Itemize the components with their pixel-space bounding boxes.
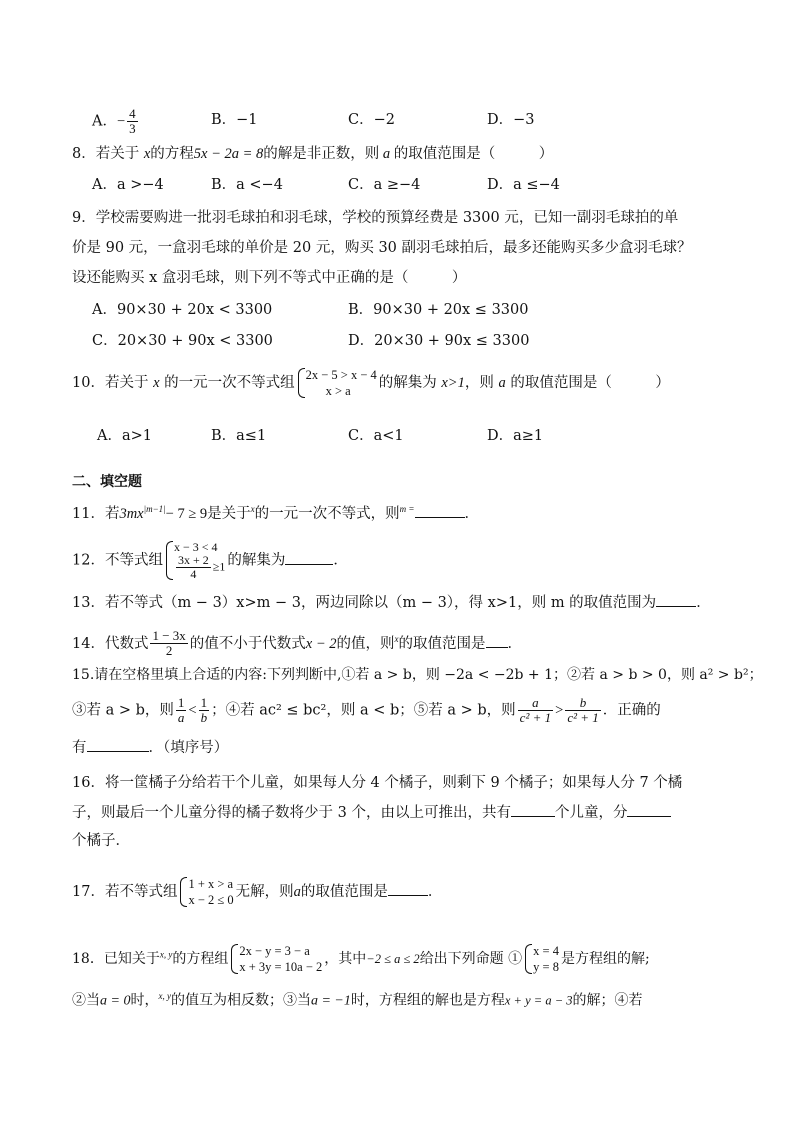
q10-option-b: B．a≤1 — [211, 428, 267, 444]
system-row: y = 8 — [533, 960, 559, 974]
q18-condition: x + y = a − 3 — [504, 993, 573, 1008]
question-9-line-3: 设还能购买 x 盒羽毛球，则下列不等式中正确的是（ ） — [72, 270, 467, 286]
q11-text: 是关于 — [207, 505, 251, 522]
system-row-ge: ≥1 — [212, 559, 226, 574]
q18-condition: a = −1 — [310, 993, 351, 1009]
answer-blank[interactable] — [627, 802, 671, 817]
q11-expression: 3mx — [119, 505, 144, 522]
q18-text: 是方程组的解; — [560, 951, 650, 967]
answer-blank[interactable] — [87, 737, 149, 752]
q14-text: 14．代数式 — [72, 635, 149, 652]
q18-text: 的方程组 — [172, 951, 229, 967]
question-18-line-1 — [72, 943, 650, 975]
question-10 — [72, 367, 670, 399]
minus-sign: − — [116, 113, 126, 130]
solution-system — [524, 943, 559, 975]
q15-text: ③若 a > b，则 — [72, 702, 174, 719]
q18-range: −2 ≤ a ≤ 2 — [366, 952, 420, 966]
q18-text: 时， — [130, 992, 159, 1009]
question-17 — [72, 876, 442, 908]
q17-text: ． — [427, 884, 443, 900]
var-x: x — [153, 375, 160, 391]
system-row: 1 + x > a — [188, 877, 234, 891]
q11-variable: m = — [399, 504, 415, 514]
q11-exponent: |m−1| — [143, 504, 166, 514]
question-18-line-2 — [72, 986, 643, 1012]
q10-text: ，则 — [464, 375, 494, 391]
fraction — [199, 696, 210, 725]
q14-text: ． — [507, 635, 523, 652]
question-12 — [72, 540, 348, 581]
denominator: c² + 1 — [567, 710, 599, 725]
denominator: a — [177, 710, 185, 725]
question-15-line-1: 15.请在空格里填上合适的内容:下列判断中,①若 a > b，则 −2a < −2b + 1；②若 a > b > 0，则 a² > b²； — [72, 667, 763, 683]
numerator: 4 — [129, 106, 136, 121]
inequality-system — [179, 876, 233, 908]
inequality-system — [165, 540, 225, 581]
question-16-line-2 — [72, 802, 671, 823]
q13-text: ． — [696, 595, 711, 611]
answer-blank[interactable] — [511, 802, 555, 817]
system-row: x − 2 ≤ 0 — [188, 893, 234, 907]
denominator: 4 — [190, 567, 197, 581]
q7-option-d: D．−3 — [487, 112, 535, 128]
q17-text: 无解，则 — [235, 884, 294, 900]
question-8 — [72, 144, 553, 164]
answer-blank[interactable] — [388, 881, 428, 896]
fraction — [565, 696, 600, 725]
q14-text: 的取值范围是 — [398, 635, 486, 652]
q9-option-a: A．90×30 + 20x < 3300 — [92, 302, 273, 318]
q16-text: 个儿童，分 — [554, 805, 628, 821]
q12-text: 的解集为 — [227, 552, 286, 569]
q17-text: 17．若不等式组 — [72, 884, 178, 900]
q12-text: 12．不等式组 — [72, 552, 163, 569]
system-row: x + 3y = 10a − 2 — [239, 960, 323, 974]
system-row: x > a — [325, 384, 351, 398]
system-row: x = 4 — [533, 944, 559, 958]
denominator: 3 — [129, 121, 136, 136]
numerator: 1 — [200, 695, 208, 710]
q10-text: 的取值范围是（ ） — [510, 375, 670, 391]
q11-variable: x — [250, 504, 255, 514]
q18-condition: a = 0 — [100, 993, 131, 1009]
q14-text: 的值不小于代数式 — [189, 635, 306, 652]
q10-option-c: C．a<1 — [348, 428, 404, 444]
question-15-line-3 — [72, 737, 228, 758]
q10-text: 的一元一次不等式组 — [164, 375, 295, 391]
option-label: A． — [92, 113, 117, 130]
denominator: b — [200, 710, 208, 725]
question-14 — [72, 629, 522, 658]
q18-variables: x, y — [158, 991, 171, 1001]
q9-option-b: B．90×30 + 20x ≤ 3300 — [348, 302, 529, 318]
fraction — [127, 107, 138, 136]
system-row — [174, 554, 225, 581]
fraction — [176, 554, 211, 581]
q17-text: 的取值范围是 — [300, 884, 388, 900]
denominator: 2 — [165, 643, 173, 659]
q11-text: 11．若 — [72, 505, 120, 522]
q8-text: 的方程 — [150, 146, 194, 162]
q18-text: 的值互为相反数；③当 — [170, 992, 311, 1009]
fraction — [176, 696, 187, 725]
q14-variable: x — [394, 634, 399, 644]
q11-text: ． — [464, 505, 479, 522]
q10-option-a: A．a>1 — [97, 428, 152, 444]
denominator: c² + 1 — [519, 710, 552, 725]
numerator: 1 — [177, 695, 185, 710]
q8-option-c: C．a ≥−4 — [348, 177, 421, 193]
var-a: a — [293, 884, 301, 900]
q12-text: ． — [333, 552, 348, 569]
q10-text: 的解集为 — [378, 375, 437, 391]
q11-expression: − 7 ≥ 9 — [165, 505, 208, 522]
fraction — [518, 696, 553, 725]
answer-blank[interactable] — [285, 550, 333, 565]
q18-text: 给出下列命题 ① — [419, 951, 523, 967]
system-row: x − 3 < 4 — [173, 540, 218, 554]
q13-text: 13．若不等式（m − 3）x>m − 3，两边同除以（m − 3），得 x>1，则 m 的取值范围为 — [72, 595, 657, 611]
q16-text: 子，则最后一个儿童分得的橘子数将少于 3 个，由以上可推出，共有 — [72, 805, 511, 821]
inequality-system — [297, 367, 377, 399]
question-15-line-2 — [72, 696, 661, 725]
answer-blank[interactable] — [415, 503, 465, 518]
q15-text: 有 — [72, 740, 87, 756]
q10-option-d: D．a≥1 — [487, 428, 544, 444]
q9-option-d: D．20×30 + 90x ≤ 3300 — [348, 333, 530, 349]
question-16-line-3: 个橘子． — [72, 833, 130, 849]
q8-option-d: D．a ≤−4 — [487, 177, 560, 193]
var-a: a — [498, 375, 506, 391]
question-11 — [72, 499, 479, 524]
numerator: a — [518, 696, 553, 711]
question-9-line-2: 价是 90 元，一盒羽毛球的单价是 20 元，购买 30 副羽毛球拍后，最多还能购买多少盒羽毛球？ — [72, 240, 692, 256]
q18-text: ，其中 — [324, 951, 367, 967]
greater-than: > — [555, 702, 564, 719]
q7-option-b: B．−1 — [211, 112, 258, 128]
q14-expression: x − 2 — [305, 635, 337, 652]
q18-text: 18．已知关于 — [72, 951, 160, 967]
q9-option-c: C．20×30 + 90x < 3300 — [92, 333, 273, 349]
section-heading: 二、填空题 — [72, 474, 142, 490]
q18-variables: x, y — [159, 949, 173, 960]
q8-text: 8．若关于 — [72, 146, 140, 162]
q15-text: ．正确的 — [602, 702, 661, 719]
question-13 — [72, 592, 711, 613]
answer-blank[interactable] — [486, 633, 508, 648]
q8-text: 的解是非正数，则 — [263, 146, 380, 162]
q8-text: 的取值范围是（ ） — [393, 146, 554, 162]
solution-set: x>1 — [441, 375, 465, 391]
q8-option-b: B．a <−4 — [211, 177, 283, 193]
numerator: 1 − 3x — [152, 628, 186, 644]
numerator: 3x + 2 — [177, 553, 209, 567]
equation-system — [230, 943, 322, 975]
numerator: b — [565, 696, 600, 711]
q15-text: ．（填序号） — [148, 740, 229, 756]
answer-blank[interactable] — [656, 592, 696, 607]
question-9-line-1: 9．学校需要购进一批羽毛球拍和羽毛球，学校的预算经费是 3300 元，已知一副羽毛球拍的单 — [72, 210, 679, 226]
q18-text: 的解；④若 — [572, 992, 643, 1009]
q18-text: 时，方程组的解也是方程 — [350, 992, 505, 1009]
q14-text: 的值，则 — [336, 635, 395, 652]
q11-text: 的一元一次不等式，则 — [254, 505, 400, 522]
q10-text: 10．若关于 — [72, 375, 149, 391]
system-row: 2x − 5 > x − 4 — [305, 368, 377, 382]
var-a: a — [379, 146, 394, 162]
fraction — [150, 629, 187, 658]
q15-text: ；④若 ac² ≤ bc²，则 a < b；⑤若 a > b，则 — [211, 702, 516, 719]
system-row: 2x − y = 3 − a — [239, 944, 310, 958]
q8-equation: 5x − 2a = 8 — [193, 146, 264, 162]
question-16-line-1: 16．将一筐橘子分给若干个儿童，如果每人分 4 个橘子，则剩下 9 个橘子；如果每人分 7 个橘 — [72, 775, 683, 791]
q7-option-c: C．−2 — [348, 112, 395, 128]
q8-option-a: A．a >−4 — [92, 177, 164, 193]
less-than: < — [188, 702, 197, 719]
q7-option-a — [92, 107, 140, 136]
q18-text: ②当 — [72, 992, 100, 1009]
var-x: x — [143, 146, 151, 162]
